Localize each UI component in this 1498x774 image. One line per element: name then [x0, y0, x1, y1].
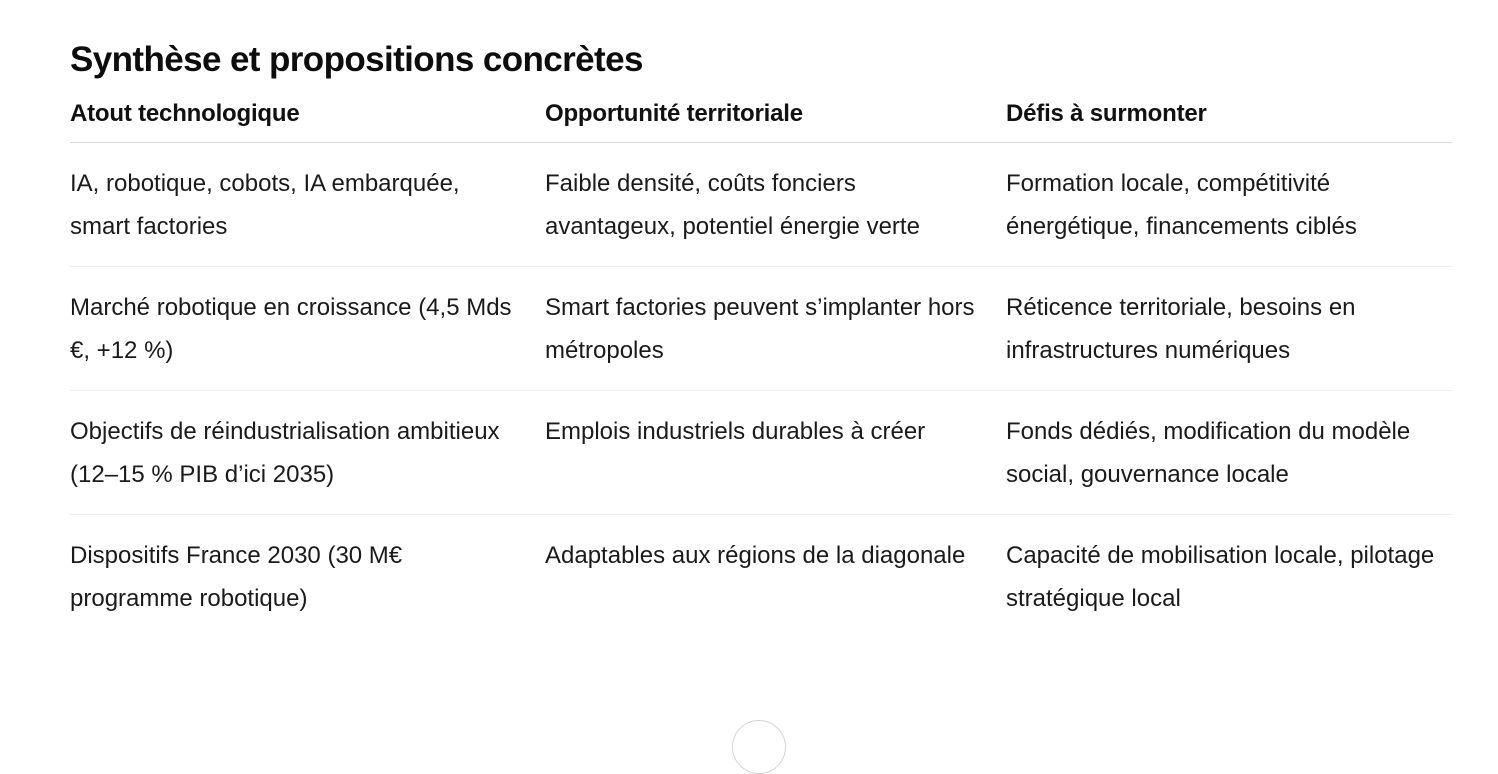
table-cell: Emplois industriels durables à créer: [545, 391, 1006, 515]
section-title: Synthèse et propositions concrètes: [70, 40, 643, 79]
column-header-opportunite: Opportunité territoriale: [545, 99, 1006, 143]
table-header-row: [70, 99, 1452, 143]
table-row: [70, 515, 1452, 639]
table-cell: Adaptables aux régions de la diagonale: [545, 542, 966, 569]
scroll-down-button[interactable]: [732, 720, 786, 774]
table-cell: Marché robotique en croissance (4,5 Mds €, +12 %): [70, 267, 545, 391]
table-cell: IA, robotique, cobots, IA embarquée, smart factories: [70, 143, 545, 267]
table-cell: Formation locale, compétitivité énergétique, financements ciblés: [1006, 143, 1452, 267]
table-cell: Réticence territoriale, besoins en infrastructures numériques: [1006, 267, 1452, 391]
table-row: [70, 267, 1452, 391]
table-cell: Capacité de mobilisation locale, pilotage stratégique local: [1006, 542, 1435, 612]
table-cell: Dispositifs France 2030 (30 M€ programme robotique): [70, 542, 403, 612]
table-cell: Fonds dédiés, modification du modèle social, gouvernance locale: [1006, 391, 1452, 515]
table-cell: Smart factories peuvent s’implanter hors métropoles: [545, 267, 1006, 391]
table-cell: Faible densité, coûts fonciers avantageux, potentiel énergie verte: [545, 143, 1006, 267]
synthesis-table: [70, 99, 1452, 638]
synthesis-section: [70, 38, 1452, 638]
table-row: [70, 143, 1452, 267]
table-cell: Objectifs de réindustrialisation ambitieux (12–15 % PIB d’ici 2035): [70, 391, 545, 515]
table-row: [70, 391, 1452, 515]
column-header-defis: Défis à surmonter: [1006, 99, 1452, 143]
column-header-atout: Atout technologique: [70, 99, 545, 143]
